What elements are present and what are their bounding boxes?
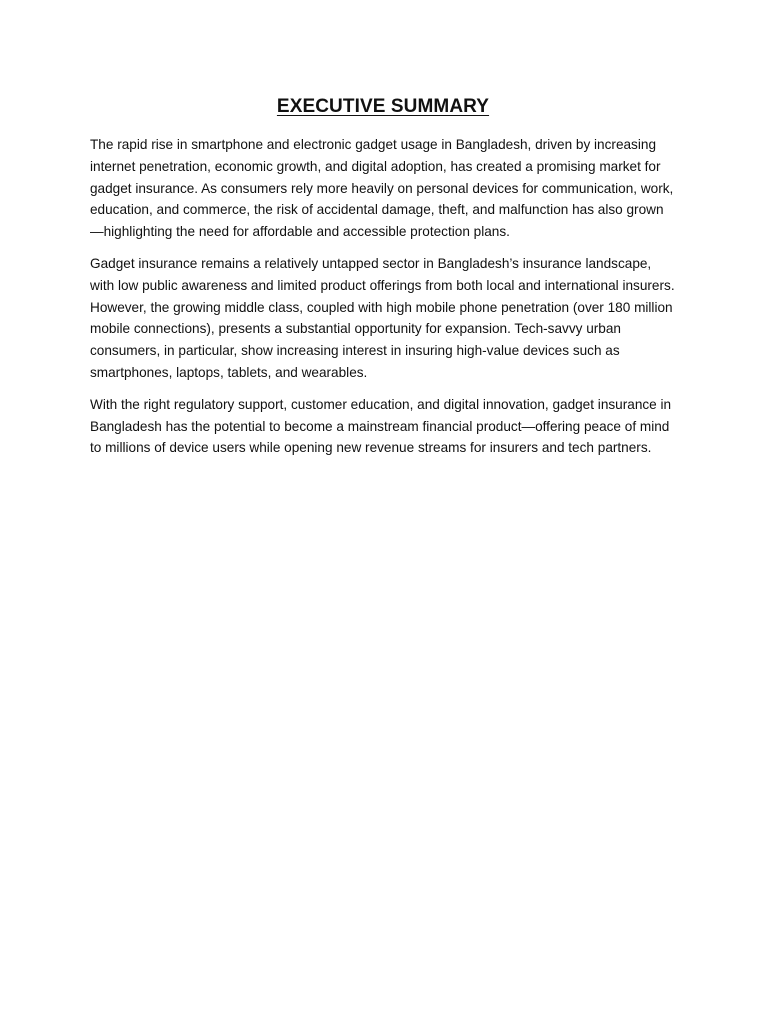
- page-title: EXECUTIVE SUMMARY: [276, 96, 490, 117]
- paragraph-3: With the right regulatory support, customer education, and digital innovation, gadget insurance in Bangladesh has the potential to become a mainstream financial product—offering peace of mind to millions of device users while opening new revenue streams for insurers and tech partners.: [90, 396, 672, 456]
- paragraph-2: Gadget insurance remains a relatively untapped sector in Bangladesh’s insurance landscape, with low public awareness and limited product offerings from both local and international insurers. However, the growing middle class, coupled with high mobile phone penetration (over 180 million mobile connections), presents a substantial opportunity for expansion. Tech-savvy urban consumers, in particular, show increasing interest in insuring high-value devices such as smartphones, laptops, tablets, and wearables.: [90, 255, 675, 380]
- paragraph-1: The rapid rise in smartphone and electronic gadget usage in Bangladesh, driven by increasing internet penetration, economic growth, and digital adoption, has created a promising market for gadget insurance. As consumers rely more heavily on personal devices for communication, work, education, and commerce, the risk of accidental damage, theft, and malfunction has also grown—highlighting the need for affordable and accessible protection plans.: [90, 137, 674, 240]
- document-body: [90, 94, 676, 469]
